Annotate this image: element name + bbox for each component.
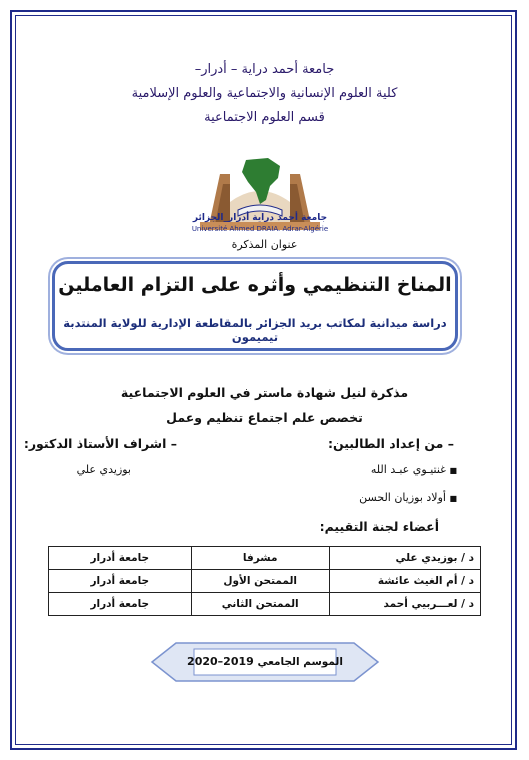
member-university: جامعة أدرار bbox=[49, 570, 192, 593]
table-row bbox=[49, 570, 481, 593]
committee-heading: أعضاء لجنة التقييم: bbox=[319, 519, 439, 534]
memo-title-label: عنوان المذكرة bbox=[231, 238, 298, 251]
season-years: 2019–2020 bbox=[187, 655, 254, 668]
academic-season bbox=[150, 655, 380, 668]
students-heading: – من إعداد الطالبين: bbox=[327, 436, 454, 451]
student-item bbox=[359, 491, 457, 504]
faculty-name: كلية العلوم الإنسانية والاجتماعية والعلوم الإسلامية bbox=[131, 86, 398, 101]
department-name: قسم العلوم الاجتماعية bbox=[204, 110, 325, 125]
bullet-icon: ■ bbox=[449, 494, 457, 503]
title-box bbox=[52, 261, 458, 351]
supervisor-name: بوزيدي علي bbox=[76, 463, 131, 476]
committee-table bbox=[48, 546, 481, 616]
member-role: مشرفا bbox=[191, 547, 329, 570]
bullet-icon: ■ bbox=[449, 466, 457, 475]
table-row bbox=[49, 547, 481, 570]
student-name: أولاد بوزيان الحسن bbox=[359, 491, 446, 504]
university-name: جامعة أحمد دراية – أدرار– bbox=[194, 62, 335, 77]
logo-name-french: Université Ahmed DRAIA. Adrar-Algérie bbox=[191, 225, 329, 233]
season-label: الموسم الجامعي bbox=[257, 656, 343, 668]
specialty-line: تخصص علم اجتماع تنظيم وعمل bbox=[166, 410, 363, 425]
degree-line: مذكرة لنيل شهادة ماستر في العلوم الاجتماعية bbox=[120, 385, 409, 400]
student-name: غنتيـوي عبـد الله bbox=[370, 463, 446, 476]
table-row bbox=[49, 593, 481, 616]
member-name: د / أم الغيث عائشة bbox=[329, 570, 480, 593]
student-item bbox=[371, 463, 457, 476]
memo-subtitle: دراسة ميدانية لمكاتب بريد الجزائر بالمقاطعة الإدارية للولاية المنتدبة تيميمون bbox=[63, 316, 447, 344]
member-name: د / بوزيدي علي bbox=[329, 547, 480, 570]
supervisor-heading: – اشراف الأستاذ الدكتور: bbox=[23, 436, 177, 451]
member-name: د / لعـــربيي أحمد bbox=[329, 593, 480, 616]
member-university: جامعة أدرار bbox=[49, 593, 192, 616]
memo-title: المناخ التنظيمي وأثره على التزام العاملين bbox=[58, 274, 452, 296]
logo-name-arabic: جامعة أحمد دراية أدرار_الجزائر bbox=[192, 213, 328, 223]
member-university: جامعة أدرار bbox=[49, 547, 192, 570]
member-role: الممتحن الثاني bbox=[191, 593, 329, 616]
member-role: الممتحن الأول bbox=[191, 570, 329, 593]
